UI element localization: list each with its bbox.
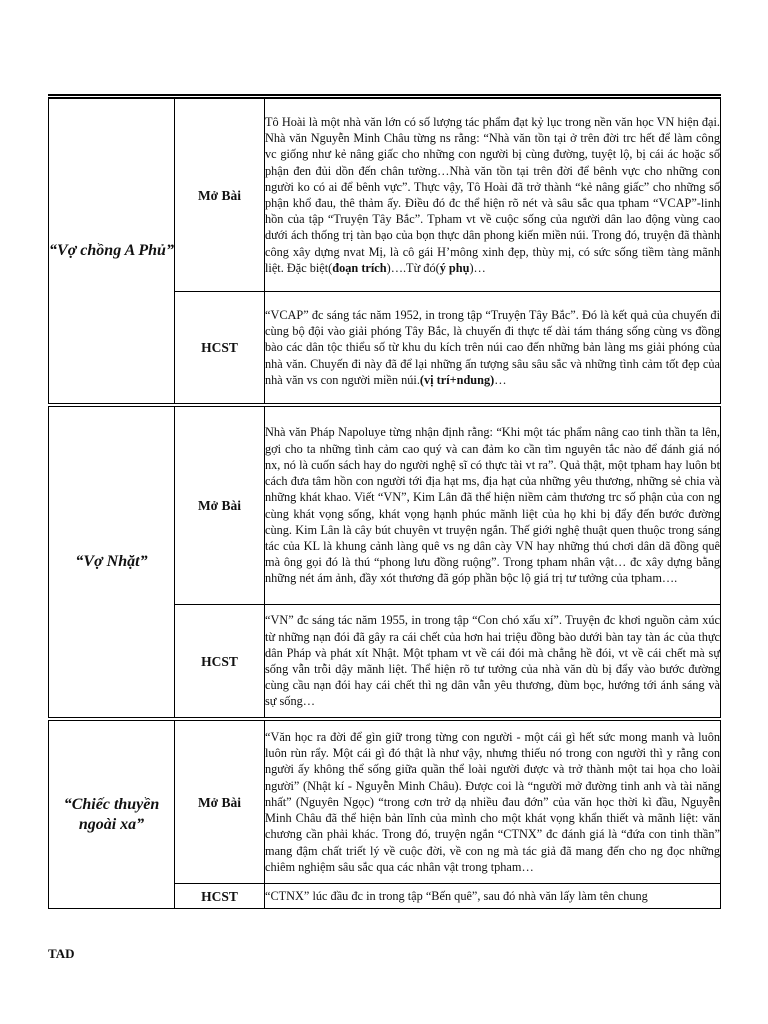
row-label-cell	[175, 719, 265, 884]
work-title-cell	[49, 719, 175, 909]
bold-text: đoạn trích	[332, 260, 387, 275]
work-title: “Vợ chồng A Phủ”	[49, 242, 174, 259]
row-label-cell	[175, 292, 265, 406]
content-cell	[265, 292, 721, 406]
content-cell	[265, 97, 721, 292]
body-text: )…	[469, 260, 486, 275]
row-label-cell	[175, 605, 265, 720]
row-label: HCST	[201, 340, 238, 355]
row-label-cell	[175, 97, 265, 292]
row-label: HCST	[201, 653, 238, 669]
body-text: “Văn học ra đời để gìn giữ trong từng con người - một cái gì hết sức mong manh và luôn luôn rùn rẩy. Một cái gì đó thật là như vậy, nhưng thiếu nó trong con người thì y rằng con người ấy không thể sống giữa quần thể loài người được và trở thành một tai họa cho loài người” (Nhật kí - Nguyễn Minh Châu). Được coi là “người mở đường tinh anh và tài năng nhất” (Nguyên Ngọc) “trong cơn trở dạ nhiều đau đớn” của văn học thời kì đầu, Nguyễn Minh Châu đã thể hiện bản lĩnh của mình cho một khát vọng khẩn thiết và mãnh liệt: văn chương cần phải khác. Trong đó, truyện ngắn “CTNX” đc đánh giá là “đứa con tinh thần” mang đậm chất triết lý về cuộc đời, về con ng mà tác giả đã mang đến cho ng đọc những chiêm nghiệm sâu sắc qua các nhân vật trong tpham…	[265, 730, 720, 874]
work-title-cell	[49, 97, 175, 406]
work-title-cell	[49, 405, 175, 719]
body-text: “VN” đc sáng tác năm 1955, in trong tập “Con chó xấu xí”. Truyện đc khơi nguồn cảm xúc từ những nạn đói đã gây ra cái chết của hơn hai triệu đồng bào dưới bàn tay tàn ác của thực dân Pháp và phát xít Nhật. Một tpham vt về cái đói mà chẳng hề đói, vt về cái chết mà sự sống vẫn trỗi dậy mãnh liệt. Thể hiện rõ tư tưởng của nhà văn dù bị đẩy vào bước đường cùng cầu nạn đói hay cái chết thì ng dân vẫn yêu thương, đùm bọc, hướng tới ánh sáng và sự sống…	[265, 613, 720, 709]
notes-table	[48, 94, 721, 909]
table-row	[49, 719, 721, 884]
table-row	[49, 97, 721, 292]
row-label: Mở Bài	[197, 794, 242, 810]
row-label: Mở Bài	[197, 187, 242, 203]
body-text: Nhà văn Pháp Napoluye từng nhận định rằng: “Khi một tác phẩm nâng cao tinh thần ta lên, gợi cho ta những tình cảm cao quý và can đảm ko cần tìm nguyên tắc nào để đánh giá nó nx, nó là cuốn sách hay do người nghệ sĩ có thực tài vt ra”. Quả thật, một tpham hay luôn bt cách đưa tâm hồn con người tới địa hạt ms, địa hạt của những yêu thương, những sẻ chia và những khát khao. Viết “VN”, Kim Lân đã thể hiện niềm cảm thương trc số phận của con ng cùng khát vọng sống, khát vọng hạnh phúc mãnh liệt của họ khi bị đẩy đến bước đường cùng. Kim Lân là cây bút chuyên vt truyện ngắn. Thế giới nghệ thuật quen thuộc trong sáng tác của KL là khung cảnh làng quê vs ng dân cày VN hay những thú chơi dân dã đồng quê mà ông gọi đó là thú “phong lưu đồng ruộng”. Trong tpham nhân vật… đc xây dựng bằng những nét ám ảnh, đầy xót thương đã góp phần bộc lộ giá trị tư tưởng của tpham….	[265, 425, 720, 586]
body-text: Tô Hoài là một nhà văn lớn có số lượng tác phẩm đạt kỷ lục trong nền văn học VN hiện đại. Nhà văn Nguyễn Minh Châu từng ns rằng: “Nhà văn tồn tại ở trên đời trc hết để làm công vc giống như kẻ nâng giấc cho những con người bị cùng đường, tuyệt lộ, bị cái ác hoặc số phận đen đủi dồn đến chân tường…Nhà văn tồn tại trên đời để bênh vực cho những con người ko có ai để bênh vực”. Thực vậy, Tô Hoài đã trở thành “kẻ nâng giấc” cho những số phận khổ đau, thê thảm ấy. Điều đó đc thể hiện rõ nét và sâu sắc qua tpham “VCAP”-linh hồn của tập “Truyện Tây Bắc”. Tpham vt về cuộc sống của người dân lao động vùng cao dưới ách thống trị tàn bạo của bọn thực dân phong kiến miền núi. Trong đó, truyện đã thành công xây dựng nvat Mị, là cô gái H’mông xinh đẹp, thùy mị, có sức sống tiềm tàng mãnh liệt. Đặc biệt(	[265, 114, 720, 275]
row-label: Mở Bài	[197, 498, 242, 513]
content-cell	[265, 605, 721, 720]
body-text: “VCAP” đc sáng tác năm 1952, in trong tập “Truyện Tây Bắc”. Đó là kết quả của chuyến đi cùng bộ đội vào giải phóng Tây Bắc, là chuyến đi thực tế dài tám tháng sống cùng vs đồng bào các dân tộc thiểu số từ khu du kích trên núi cao đến những bản làng ms giải phóng của nhà văn. Chuyến đi này đã để lại những ấn tượng sâu sâu sắc và những tình cảm tốt đẹp của nhà văn vs con người miền núi.	[265, 307, 720, 387]
row-label: HCST	[201, 888, 238, 904]
body-text: “CTNX” lúc đầu đc in trong tập “Bến quê”, sau đó nhà văn lấy làm tên chung	[265, 888, 648, 903]
content-cell	[265, 405, 721, 605]
work-title: “Vợ Nhặt”	[75, 553, 148, 570]
body-text: )….Từ đó(	[386, 260, 440, 275]
table-row	[49, 405, 721, 605]
bold-text: ý phụ	[439, 260, 470, 275]
content-cell	[265, 884, 721, 909]
row-label-cell	[175, 405, 265, 605]
bold-text: (vị trí+ndung)	[419, 372, 495, 387]
work-title: “Chiếc thuyền ngoài xa”	[63, 795, 160, 833]
row-label-cell	[175, 884, 265, 909]
footer-initials: TAD	[48, 946, 75, 961]
body-text: …	[494, 372, 507, 387]
content-cell	[265, 719, 721, 884]
